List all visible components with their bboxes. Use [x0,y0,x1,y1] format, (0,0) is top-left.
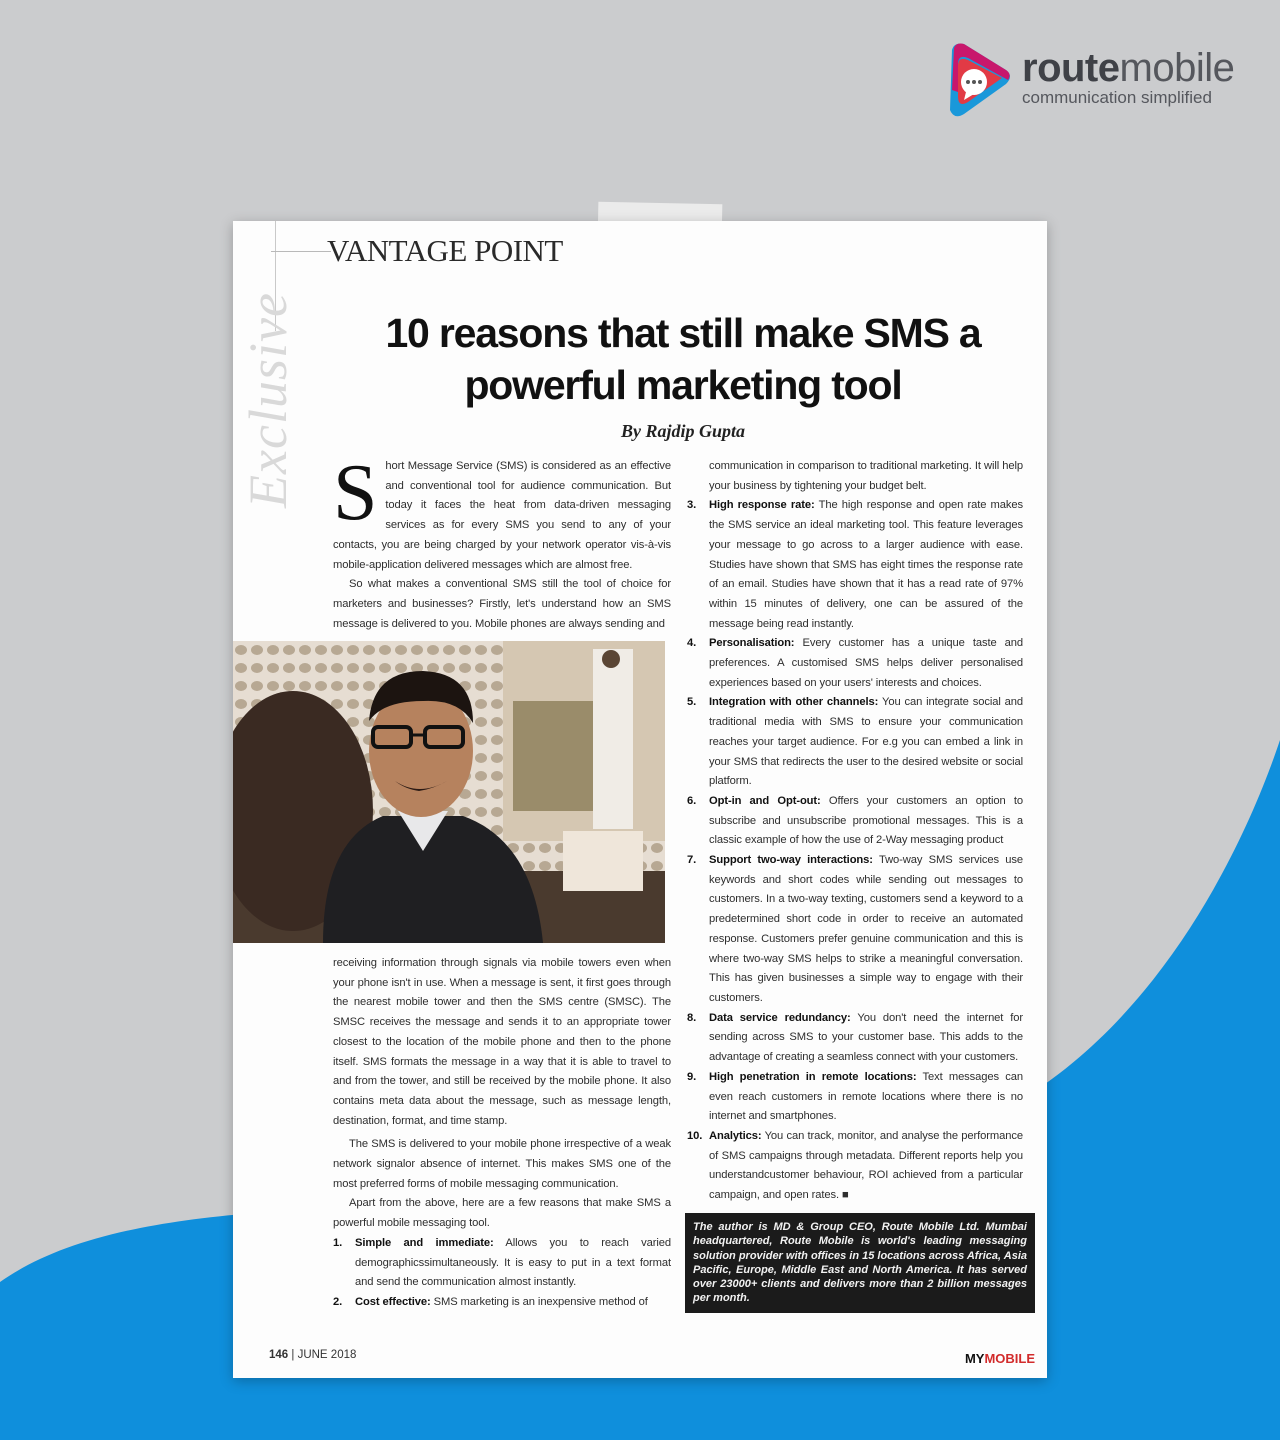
article-column-1-top [333,449,671,634]
logo-tagline: communication simplified [1022,88,1212,107]
article-column-2 [687,457,1023,1206]
reason-item: 4. Personalisation: Every customer has a unique taste and preferences. A customised SMS helps deliver personalised experiences based on your users' interests and choices. [687,637,1023,689]
section-rule-horizontal [271,251,331,252]
reason-item: 6. Opt-in and Opt-out: Offers your customers an option to subscribe and unsubscribe promotional messages. This is a classic example of how the use of 2-Way messaging product [687,794,1023,847]
author-note-box: The author is MD & Group CEO, Route Mobile Ltd. Mumbai headquartered, Route Mobile is world's leading messaging solution provider with offices in 15 locations across Africa, Asia Pacific, Europe, Middle East and North America. It has served over 23000+ clients and delivers more than 2 billion messages per month. [685,1213,1035,1313]
author-photo-illustration [233,641,665,943]
reason-item: 2. Cost effective: SMS marketing is an inexpensive method of [333,1295,648,1308]
paragraph-2: So what makes a conventional SMS still the tool of choice for marketers and businesses? Firstly, let's understand how an SMS message is delivered to you. Mobile phones are always sending and [333,578,671,630]
page-footer-issue: 146 | JUNE 2018 [269,1349,357,1361]
section-label: VANTAGE POINT [327,233,563,268]
reason-item: 3. High response rate: The high response and open rate makes the SMS service an ideal marketing tool. This feature leverages your message to go across to a larger audience with ease. Studies have shown that SMS has eight times the response rate of an email. Studies have shown that it has a read rate of 97% within 15 minutes of delivery, one can be assured of the message being read instantly. [687,499,1023,630]
article-headline: 10 reasons that still make SMS a powerful marketing tool [385,310,981,408]
exclusive-side-label: Exclusive [238,292,298,508]
route-mobile-logo-icon [944,40,1014,122]
reason-item: 1. Simple and immediate: Allows you to reach varied demographicssimultaneously. It is easy to put in a text format and send the communication almost instantly. [333,1236,672,1289]
reason-item: 5. Integration with other channels: You can integrate social and traditional media with SMS to ensure your communication reaches your target audience. For e.g you can embed a link in your SMS that redirects the user to the desired website or social platform. [687,696,1024,788]
route-mobile-logo [944,38,1244,128]
article-column-1-bottom [333,954,671,1313]
reason-item: 8. Data service redundancy: You don't need the internet for sending across SMS to your customer base. This adds to the advantage of creating a seamless connect with your customers. [687,1011,1023,1064]
intro-paragraph: Short Message Service (SMS) is considered as an effective and conventional tool for audience communication. But today it faces the heat from data-driven messaging services as for every SMS you send to any of your contacts, you are being charged by your network operator vis-à-vis mobile-application delivered messages which are almost free. [333,449,671,571]
paragraph-3: The SMS is delivered to your mobile phone irrespective of a weak network signalor absence of internet. This makes SMS one of the most preferred forms of mobile messaging communication. [333,1138,671,1190]
author-photo [233,641,665,943]
drop-cap: S [333,449,378,537]
magazine-name: MYMOBILE [964,1351,1035,1366]
magazine-page [233,221,1047,1378]
reason-item: 10. Analytics: You can track, monitor, and analyse the performance of SMS campaigns through metadata. Different reports help you understandcustomer behaviour, ROI achieved from a particular campaign, and open rates. ■ [687,1129,1023,1202]
reason-2-continued: communication in comparison to traditional marketing. It will help your business by tightening your budget belt. [709,460,1023,492]
article-byline: By Rajdip Gupta [620,421,745,441]
reason-item: 9. High penetration in remote locations: Text messages can even reach customers in remote locations where there is no internet and smartphones. [687,1070,1023,1123]
paragraph-4: Apart from the above, here are a few reasons that make SMS a powerful mobile messaging tool. [333,1197,671,1230]
reason-item: 7. Support two-way interactions: Two-way SMS services use keywords and short codes while sending out messages to customers. In a two-way texting, customers send a keyword to a predetermined short code in order to receive an automated response. Customers prefer genuine communication and this is where two-way SMS helps to strike a meaningful conversation. This has given businesses a simple way to engage with their customers. [687,854,1023,1004]
paragraph-2-continued: receiving information through signals via mobile towers even when your phone isn't in use. When a message is sent, it first goes through the nearest mobile tower and then the SMS centre (SMSC). The SMSC receives the message and sends it to an appropriate tower closest to the location of the mobile phone and then to the phone itself. SMS formats the message in a way that it is able to travel to and from the tower, and still be received by the mobile phone. It also contains meta data about the message, such as message length, destination, format, and time stamp. [333,957,671,1127]
reasons-list-part-2 [687,496,1023,1205]
logo-wordmark: routemobile [1022,46,1235,90]
reasons-list-part-1 [333,1234,671,1313]
